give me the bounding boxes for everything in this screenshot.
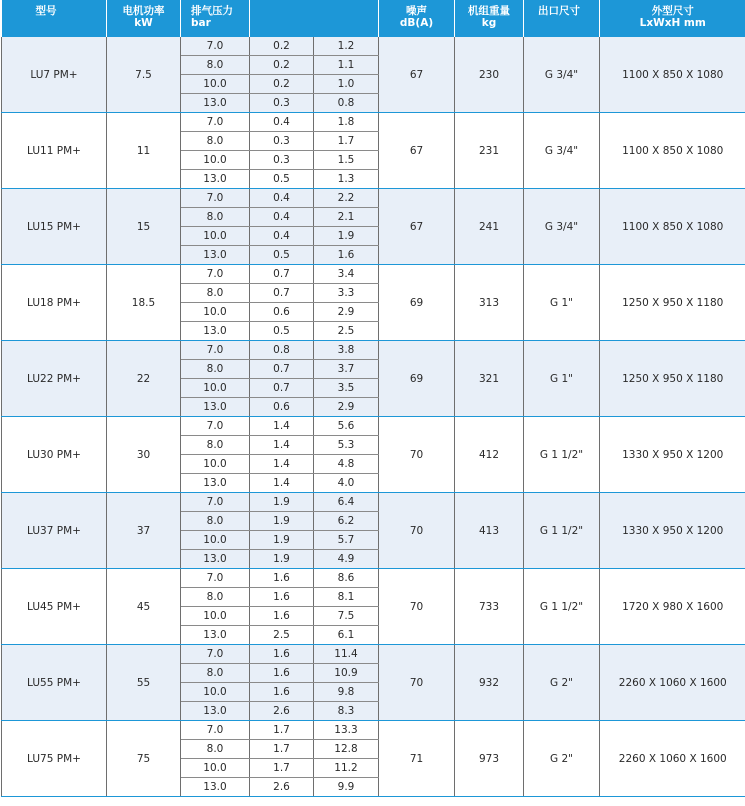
power-cell: 18.5 (107, 265, 181, 341)
table-row (2, 189, 745, 208)
pressure-cell: 13.0 (181, 778, 250, 797)
table-row (2, 569, 745, 588)
flow-b-cell: 2.1 (314, 208, 379, 227)
flow-b-cell: 13.3 (314, 721, 379, 740)
dimensions-cell: 1100 X 850 X 1080 (600, 189, 745, 265)
flow-a-cell: 0.4 (250, 113, 314, 132)
table-row (2, 645, 745, 664)
pressure-cell: 10.0 (181, 531, 250, 550)
model-name-cell: LU55 PM+ (2, 645, 107, 721)
flow-b-cell: 12.8 (314, 740, 379, 759)
pressure-cell: 8.0 (181, 284, 250, 303)
model-group (2, 645, 745, 721)
pressure-cell: 8.0 (181, 740, 250, 759)
weight-cell: 973 (455, 721, 524, 797)
flow-b-cell: 4.8 (314, 455, 379, 474)
spec-table (1, 0, 745, 797)
pressure-cell: 10.0 (181, 683, 250, 702)
flow-b-cell: 9.9 (314, 778, 379, 797)
noise-cell: 70 (379, 569, 455, 645)
flow-b-cell: 5.3 (314, 436, 379, 455)
weight-cell: 230 (455, 37, 524, 113)
weight-cell: 412 (455, 417, 524, 493)
flow-a-cell: 1.6 (250, 645, 314, 664)
pressure-cell: 13.0 (181, 626, 250, 645)
power-cell: 37 (107, 493, 181, 569)
dimensions-cell: 1250 X 950 X 1180 (600, 341, 745, 417)
outlet-cell: G 2" (524, 645, 600, 721)
flow-a-cell: 1.6 (250, 607, 314, 626)
outlet-cell: G 3/4" (524, 113, 600, 189)
pressure-cell: 7.0 (181, 265, 250, 284)
pressure-cell: 7.0 (181, 417, 250, 436)
flow-b-cell: 5.7 (314, 531, 379, 550)
pressure-cell: 8.0 (181, 512, 250, 531)
outlet-cell: G 2" (524, 721, 600, 797)
flow-a-cell: 0.6 (250, 398, 314, 417)
flow-a-cell: 1.6 (250, 569, 314, 588)
header-weight: 机组重量 kg (455, 0, 524, 37)
flow-a-cell: 0.5 (250, 170, 314, 189)
flow-b-cell: 1.5 (314, 151, 379, 170)
pressure-cell: 13.0 (181, 702, 250, 721)
header-row (2, 0, 745, 37)
model-group (2, 189, 745, 265)
flow-a-cell: 0.4 (250, 189, 314, 208)
flow-b-cell: 3.3 (314, 284, 379, 303)
flow-a-cell: 1.4 (250, 417, 314, 436)
flow-a-cell: 1.7 (250, 721, 314, 740)
flow-b-cell: 2.5 (314, 322, 379, 341)
flow-b-cell: 3.8 (314, 341, 379, 360)
power-cell: 22 (107, 341, 181, 417)
weight-cell: 321 (455, 341, 524, 417)
pressure-cell: 10.0 (181, 303, 250, 322)
power-cell: 55 (107, 645, 181, 721)
flow-b-cell: 8.3 (314, 702, 379, 721)
dimensions-cell: 1250 X 950 X 1180 (600, 265, 745, 341)
pressure-cell: 13.0 (181, 398, 250, 417)
flow-b-cell: 8.1 (314, 588, 379, 607)
pressure-cell: 10.0 (181, 455, 250, 474)
table-row (2, 417, 745, 436)
model-name-cell: LU7 PM+ (2, 37, 107, 113)
pressure-cell: 8.0 (181, 436, 250, 455)
flow-b-cell: 6.4 (314, 493, 379, 512)
flow-a-cell: 1.4 (250, 474, 314, 493)
flow-b-cell: 1.2 (314, 37, 379, 56)
pressure-cell: 7.0 (181, 645, 250, 664)
pressure-cell: 10.0 (181, 227, 250, 246)
pressure-cell: 7.0 (181, 113, 250, 132)
table-row (2, 37, 745, 56)
flow-b-cell: 6.2 (314, 512, 379, 531)
pressure-cell: 13.0 (181, 246, 250, 265)
model-name-cell: LU37 PM+ (2, 493, 107, 569)
table-row (2, 265, 745, 284)
flow-a-cell: 0.3 (250, 151, 314, 170)
flow-b-cell: 7.5 (314, 607, 379, 626)
noise-cell: 70 (379, 493, 455, 569)
flow-a-cell: 0.7 (250, 284, 314, 303)
pressure-cell: 10.0 (181, 759, 250, 778)
weight-cell: 241 (455, 189, 524, 265)
flow-b-cell: 5.6 (314, 417, 379, 436)
model-group (2, 37, 745, 113)
flow-b-cell: 1.9 (314, 227, 379, 246)
model-name-cell: LU15 PM+ (2, 189, 107, 265)
flow-a-cell: 0.8 (250, 341, 314, 360)
outlet-cell: G 3/4" (524, 37, 600, 113)
dimensions-cell: 1100 X 850 X 1080 (600, 113, 745, 189)
flow-a-cell: 1.9 (250, 550, 314, 569)
noise-cell: 67 (379, 37, 455, 113)
pressure-cell: 13.0 (181, 550, 250, 569)
pressure-cell: 7.0 (181, 37, 250, 56)
noise-cell: 70 (379, 417, 455, 493)
pressure-cell: 8.0 (181, 56, 250, 75)
outlet-cell: G 1 1/2" (524, 569, 600, 645)
model-group (2, 341, 745, 417)
model-group (2, 417, 745, 493)
pressure-cell: 13.0 (181, 170, 250, 189)
pressure-cell: 10.0 (181, 75, 250, 94)
flow-a-cell: 0.2 (250, 75, 314, 94)
pressure-cell: 8.0 (181, 588, 250, 607)
flow-a-cell: 2.6 (250, 702, 314, 721)
model-group (2, 721, 745, 797)
header-dims: 外型尺寸 LxWxH mm (600, 0, 745, 37)
power-cell: 45 (107, 569, 181, 645)
pressure-cell: 7.0 (181, 493, 250, 512)
flow-a-cell: 1.7 (250, 759, 314, 778)
flow-b-cell: 1.6 (314, 246, 379, 265)
flow-a-cell: 0.3 (250, 94, 314, 113)
model-name-cell: LU18 PM+ (2, 265, 107, 341)
noise-cell: 69 (379, 265, 455, 341)
model-group (2, 113, 745, 189)
pressure-cell: 10.0 (181, 379, 250, 398)
flow-a-cell: 1.9 (250, 512, 314, 531)
header-flow (250, 0, 379, 37)
model-name-cell: LU45 PM+ (2, 569, 107, 645)
model-group (2, 493, 745, 569)
flow-a-cell: 0.2 (250, 56, 314, 75)
pressure-cell: 13.0 (181, 94, 250, 113)
header-model: 型号 (2, 0, 107, 37)
dimensions-cell: 1720 X 980 X 1600 (600, 569, 745, 645)
header-noise: 噪声 dB(A) (379, 0, 455, 37)
header-outlet: 出口尺寸 (524, 0, 600, 37)
flow-b-cell: 1.8 (314, 113, 379, 132)
dimensions-cell: 1100 X 850 X 1080 (600, 37, 745, 113)
outlet-cell: G 1 1/2" (524, 493, 600, 569)
model-group (2, 569, 745, 645)
flow-b-cell: 4.0 (314, 474, 379, 493)
flow-b-cell: 9.8 (314, 683, 379, 702)
pressure-cell: 7.0 (181, 721, 250, 740)
noise-cell: 67 (379, 189, 455, 265)
flow-b-cell: 6.1 (314, 626, 379, 645)
flow-a-cell: 0.7 (250, 265, 314, 284)
model-name-cell: LU22 PM+ (2, 341, 107, 417)
pressure-cell: 13.0 (181, 474, 250, 493)
flow-a-cell: 2.6 (250, 778, 314, 797)
flow-b-cell: 1.3 (314, 170, 379, 189)
flow-b-cell: 0.8 (314, 94, 379, 113)
power-cell: 7.5 (107, 37, 181, 113)
flow-a-cell: 0.5 (250, 246, 314, 265)
flow-a-cell: 0.6 (250, 303, 314, 322)
weight-cell: 932 (455, 645, 524, 721)
pressure-cell: 10.0 (181, 607, 250, 626)
flow-b-cell: 4.9 (314, 550, 379, 569)
weight-cell: 413 (455, 493, 524, 569)
flow-b-cell: 3.5 (314, 379, 379, 398)
pressure-cell: 10.0 (181, 151, 250, 170)
weight-cell: 733 (455, 569, 524, 645)
weight-cell: 313 (455, 265, 524, 341)
flow-a-cell: 0.4 (250, 208, 314, 227)
power-cell: 11 (107, 113, 181, 189)
header-pressure: 排气压力 bar (181, 0, 250, 37)
noise-cell: 70 (379, 645, 455, 721)
flow-b-cell: 1.1 (314, 56, 379, 75)
outlet-cell: G 1" (524, 265, 600, 341)
outlet-cell: G 3/4" (524, 189, 600, 265)
flow-a-cell: 0.2 (250, 37, 314, 56)
table-row (2, 493, 745, 512)
table-row (2, 113, 745, 132)
flow-a-cell: 1.7 (250, 740, 314, 759)
model-name-cell: LU75 PM+ (2, 721, 107, 797)
dimensions-cell: 1330 X 950 X 1200 (600, 417, 745, 493)
power-cell: 30 (107, 417, 181, 493)
pressure-cell: 7.0 (181, 569, 250, 588)
model-group (2, 265, 745, 341)
model-name-cell: LU11 PM+ (2, 113, 107, 189)
flow-a-cell: 2.5 (250, 626, 314, 645)
flow-a-cell: 1.6 (250, 664, 314, 683)
model-name-cell: LU30 PM+ (2, 417, 107, 493)
dimensions-cell: 1330 X 950 X 1200 (600, 493, 745, 569)
flow-b-cell: 1.7 (314, 132, 379, 151)
flow-a-cell: 1.9 (250, 493, 314, 512)
header-power: 电机功率 kW (107, 0, 181, 37)
flow-b-cell: 3.7 (314, 360, 379, 379)
flow-a-cell: 1.6 (250, 588, 314, 607)
flow-b-cell: 2.2 (314, 189, 379, 208)
flow-a-cell: 1.6 (250, 683, 314, 702)
flow-b-cell: 8.6 (314, 569, 379, 588)
dimensions-cell: 2260 X 1060 X 1600 (600, 645, 745, 721)
dimensions-cell: 2260 X 1060 X 1600 (600, 721, 745, 797)
power-cell: 15 (107, 189, 181, 265)
flow-b-cell: 2.9 (314, 303, 379, 322)
flow-a-cell: 0.7 (250, 360, 314, 379)
flow-b-cell: 3.4 (314, 265, 379, 284)
table-row (2, 721, 745, 740)
pressure-cell: 7.0 (181, 189, 250, 208)
pressure-cell: 8.0 (181, 208, 250, 227)
flow-b-cell: 11.4 (314, 645, 379, 664)
outlet-cell: G 1 1/2" (524, 417, 600, 493)
pressure-cell: 13.0 (181, 322, 250, 341)
noise-cell: 69 (379, 341, 455, 417)
flow-a-cell: 1.4 (250, 455, 314, 474)
outlet-cell: G 1" (524, 341, 600, 417)
pressure-cell: 8.0 (181, 360, 250, 379)
flow-b-cell: 10.9 (314, 664, 379, 683)
flow-a-cell: 0.7 (250, 379, 314, 398)
flow-b-cell: 1.0 (314, 75, 379, 94)
noise-cell: 71 (379, 721, 455, 797)
noise-cell: 67 (379, 113, 455, 189)
pressure-cell: 7.0 (181, 341, 250, 360)
weight-cell: 231 (455, 113, 524, 189)
flow-b-cell: 2.9 (314, 398, 379, 417)
pressure-cell: 8.0 (181, 132, 250, 151)
flow-a-cell: 0.4 (250, 227, 314, 246)
flow-a-cell: 0.3 (250, 132, 314, 151)
flow-a-cell: 1.9 (250, 531, 314, 550)
flow-a-cell: 1.4 (250, 436, 314, 455)
pressure-cell: 8.0 (181, 664, 250, 683)
power-cell: 75 (107, 721, 181, 797)
flow-b-cell: 11.2 (314, 759, 379, 778)
table-row (2, 341, 745, 360)
flow-a-cell: 0.5 (250, 322, 314, 341)
